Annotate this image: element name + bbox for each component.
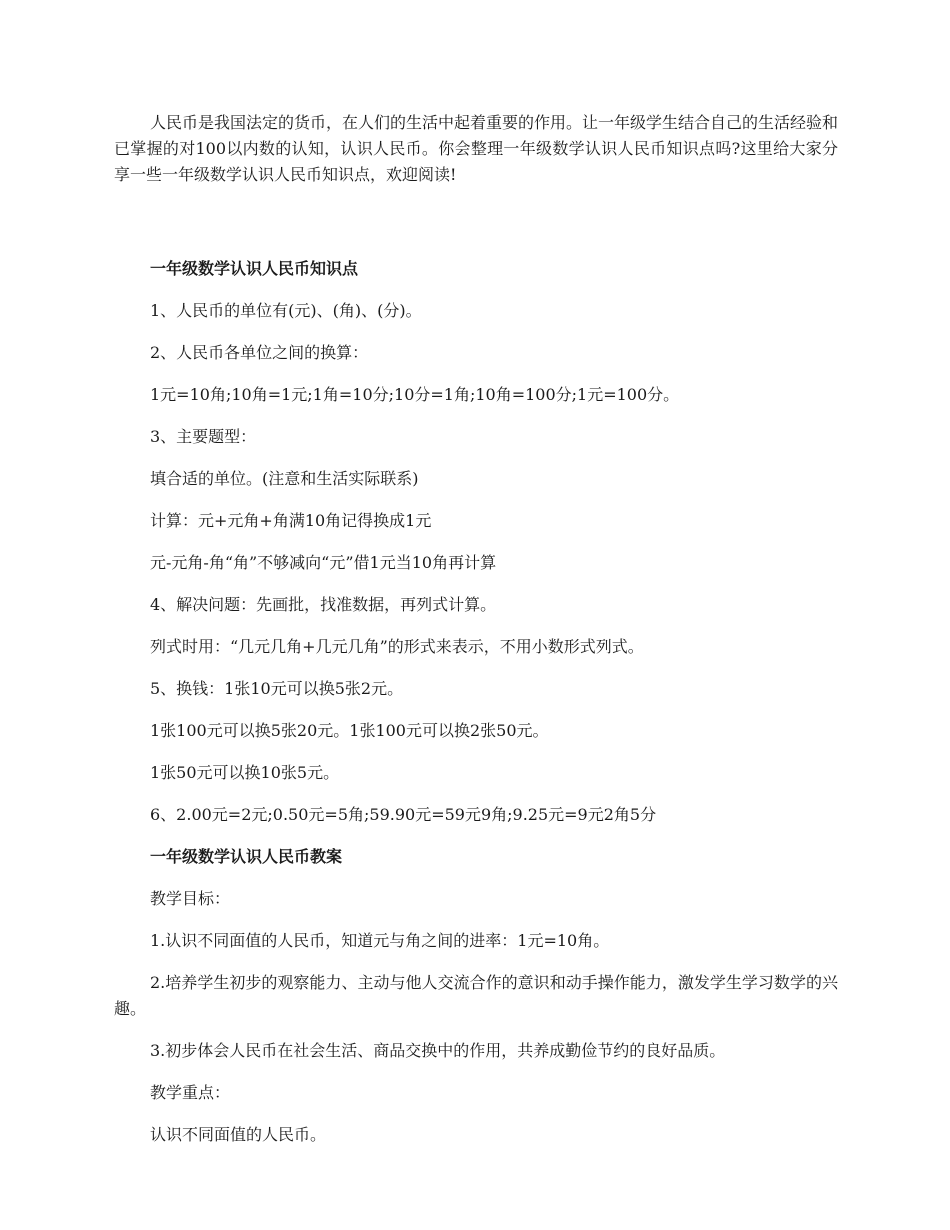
knowledge-line: 1、人民币的单位有(元)、(角)、(分)。	[150, 301, 422, 320]
knowledge-line: 计算：元+元角+角满10角记得换成1元	[150, 511, 432, 530]
knowledge-line: 列式时用：“几元几角+几元几角”的形式来表示，不用小数形式列式。	[150, 637, 644, 656]
section-heading-knowledge: 一年级数学认识人民币知识点	[150, 259, 359, 278]
focus-label: 教学重点：	[150, 1083, 231, 1102]
knowledge-line: 6、2.00元=2元;0.50元=5角;59.90元=59元9角;9.25元=9元2角5分	[150, 805, 657, 824]
goal-item: 2.培养学生初步的观察能力、主动与他人交流合作的意识和动手操作能力，激发学生学习数学的兴趣。	[114, 973, 838, 1018]
goal-item: 3.初步体会人民币在社会生活、商品交换中的作用，共养成勤俭节约的良好品质。	[150, 1041, 726, 1060]
knowledge-line: 1张100元可以换5张20元。1张100元可以换2张50元。	[150, 721, 549, 740]
document-page	[114, 110, 838, 1148]
goal-label: 教学目标：	[150, 889, 231, 908]
knowledge-line: 元-元角-角“角”不够减向“元”借1元当10角再计算	[150, 553, 497, 572]
knowledge-line: 3、主要题型：	[150, 427, 257, 446]
knowledge-line: 4、解决问题：先画批，找准数据，再列式计算。	[150, 595, 497, 614]
knowledge-line: 2、人民币各单位之间的换算：	[150, 343, 369, 362]
knowledge-line: 5、换钱：1张10元可以换5张2元。	[150, 679, 404, 698]
knowledge-line: 填合适的单位。(注意和生活实际联系)	[150, 469, 419, 488]
focus-item: 认识不同面值的人民币。	[150, 1125, 327, 1144]
section-heading-lesson-plan: 一年级数学认识人民币教案	[150, 847, 343, 866]
intro-paragraph: 人民币是我国法定的货币，在人们的生活中起着重要的作用。让一年级学生结合自己的生活经验和已掌握的对100以内数的认知，认识人民币。你会整理一年级数学认识人民币知识点吗?这里给大家分享一些一年级数学认识人民币知识点，欢迎阅读!	[114, 113, 839, 184]
knowledge-line: 1元=10角;10角=1元;1角=10分;10分=1角;10角=100分;1元=100分。	[150, 385, 680, 404]
goal-item: 1.认识不同面值的人民币，知道元与角之间的进率：1元=10角。	[150, 931, 610, 950]
knowledge-line: 1张50元可以换10张5元。	[150, 763, 340, 782]
